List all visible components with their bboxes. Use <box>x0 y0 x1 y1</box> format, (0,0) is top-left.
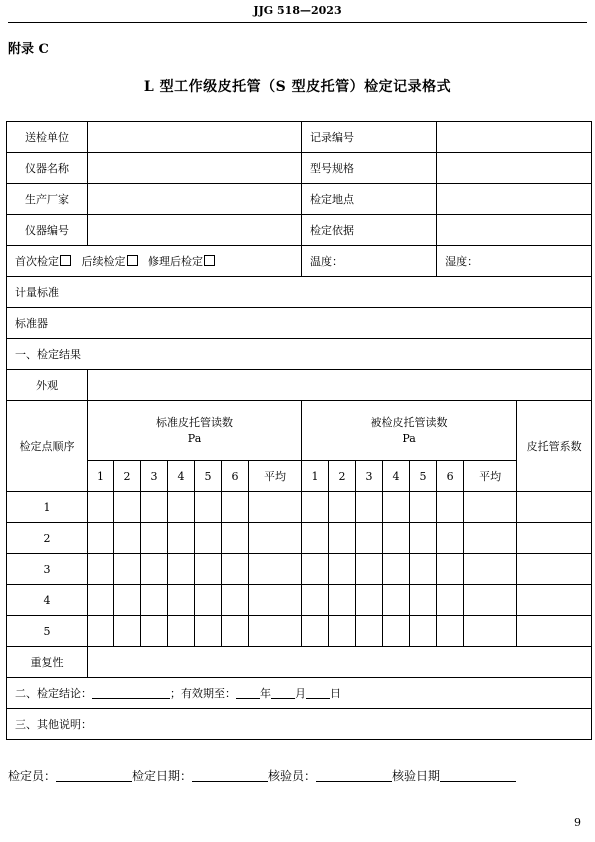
point-order-header: 检定点顺序 <box>7 401 88 492</box>
std-col-5: 5 <box>195 461 222 492</box>
reading-cell[interactable] <box>249 585 302 616</box>
std-col-2: 2 <box>114 461 141 492</box>
reading-cell[interactable] <box>195 492 222 523</box>
instrument-no-label: 仪器编号 <box>7 215 88 246</box>
point-number: 5 <box>7 616 88 647</box>
subsequent-verif-label: 后续检定 <box>81 255 126 268</box>
test-reading-unit: Pa <box>402 431 416 445</box>
conclusion-row <box>7 678 592 709</box>
reading-cell[interactable] <box>195 523 222 554</box>
check-date-label: 核验日期 <box>392 769 441 783</box>
coefficient-header: 皮托管系数 <box>517 401 592 492</box>
repeatability-row <box>7 647 592 678</box>
reading-cell[interactable] <box>302 585 329 616</box>
reading-cell[interactable] <box>356 492 383 523</box>
standard-device-row <box>7 308 592 339</box>
reading-cell[interactable] <box>195 616 222 647</box>
reading-cell[interactable] <box>517 523 592 554</box>
checker-field[interactable] <box>316 769 392 782</box>
after-repair-verif-label: 修理后检定 <box>148 255 203 268</box>
reading-cell[interactable] <box>141 554 168 585</box>
reading-cell[interactable] <box>141 616 168 647</box>
reading-cell[interactable] <box>114 554 141 585</box>
reading-cell[interactable] <box>88 585 114 616</box>
reading-cell[interactable] <box>141 523 168 554</box>
header-rule <box>8 22 587 23</box>
info-row-4 <box>7 215 592 246</box>
reading-cell[interactable] <box>195 585 222 616</box>
reading-cell[interactable] <box>168 616 195 647</box>
after-repair-verif-checkbox[interactable] <box>204 255 215 266</box>
reading-cell[interactable] <box>88 523 114 554</box>
reading-cell[interactable] <box>464 585 517 616</box>
reading-cell[interactable] <box>222 523 249 554</box>
reading-cell[interactable] <box>141 492 168 523</box>
reading-cell[interactable] <box>464 492 517 523</box>
test-reading-header <box>302 401 517 461</box>
std-col-1: 1 <box>88 461 114 492</box>
year-field[interactable] <box>236 687 260 699</box>
temperature-field[interactable]: 温度： <box>302 246 437 277</box>
record-no-label: 记录编号 <box>302 122 437 153</box>
reading-header-row <box>7 401 592 461</box>
valid-until-label: ；有效期至： <box>170 687 236 700</box>
month-field[interactable] <box>271 687 295 699</box>
std-reading-label: 标准皮托管读数 <box>156 415 234 429</box>
basis-field[interactable] <box>437 215 592 246</box>
other-row <box>7 709 592 740</box>
standard-device-field[interactable]: 标准器 <box>7 308 592 339</box>
repeatability-field[interactable] <box>88 647 592 678</box>
results-section-title: 一、检定结果 <box>7 339 592 370</box>
verification-type-row <box>7 246 592 277</box>
reading-cell[interactable] <box>356 554 383 585</box>
reading-cell[interactable] <box>329 523 356 554</box>
table-row <box>7 585 592 616</box>
reading-cell[interactable] <box>302 523 329 554</box>
reading-cell[interactable] <box>114 616 141 647</box>
reading-cell[interactable] <box>249 554 302 585</box>
subsequent-verif-checkbox[interactable] <box>127 255 138 266</box>
reading-cell[interactable] <box>410 554 437 585</box>
reading-cell[interactable] <box>410 492 437 523</box>
manufacturer-field[interactable] <box>88 184 302 215</box>
table-row <box>7 616 592 647</box>
reading-cell[interactable] <box>195 554 222 585</box>
verification-type-cell <box>7 246 302 277</box>
instrument-name-label: 仪器名称 <box>7 153 88 184</box>
appearance-row <box>7 370 592 401</box>
reading-cell[interactable] <box>249 523 302 554</box>
test-col-1: 1 <box>302 461 329 492</box>
point-number: 1 <box>7 492 88 523</box>
reading-cell[interactable] <box>464 554 517 585</box>
point-number: 3 <box>7 554 88 585</box>
verif-date-label: 检定日期： <box>132 769 193 783</box>
reading-cell[interactable] <box>517 554 592 585</box>
reading-cell[interactable] <box>222 492 249 523</box>
std-col-avg: 平均 <box>249 461 302 492</box>
record-no-field[interactable] <box>437 122 592 153</box>
reading-cell[interactable] <box>88 616 114 647</box>
send-unit-field[interactable] <box>88 122 302 153</box>
instrument-name-field[interactable] <box>88 153 302 184</box>
reading-cell[interactable] <box>222 616 249 647</box>
reading-cell[interactable] <box>249 492 302 523</box>
conclusion-cell <box>7 678 592 709</box>
reading-cell[interactable] <box>410 616 437 647</box>
table-row <box>7 554 592 585</box>
data-rows <box>7 492 592 647</box>
other-notes-field[interactable]: 三、其他说明： <box>7 709 592 740</box>
reading-cell[interactable] <box>383 585 410 616</box>
reading-cell[interactable] <box>88 492 114 523</box>
reading-cell[interactable] <box>437 616 464 647</box>
year-label: 年 <box>260 687 271 700</box>
reading-cell[interactable] <box>356 523 383 554</box>
location-field[interactable] <box>437 184 592 215</box>
info-row-3 <box>7 184 592 215</box>
reading-cell[interactable] <box>383 616 410 647</box>
std-col-4: 4 <box>168 461 195 492</box>
location-label: 检定地点 <box>302 184 437 215</box>
humidity-field[interactable]: 湿度： <box>437 246 592 277</box>
reading-cell[interactable] <box>437 523 464 554</box>
reading-number-row <box>7 461 592 492</box>
verifier-field[interactable] <box>56 769 132 782</box>
test-col-2: 2 <box>329 461 356 492</box>
page-number: 9 <box>574 816 581 829</box>
appearance-label: 外观 <box>7 370 88 401</box>
reading-cell[interactable] <box>464 523 517 554</box>
reading-cell[interactable] <box>437 585 464 616</box>
std-col-3: 3 <box>141 461 168 492</box>
reading-cell[interactable] <box>168 554 195 585</box>
test-col-6: 6 <box>437 461 464 492</box>
reading-cell[interactable] <box>437 492 464 523</box>
std-reading-header <box>88 401 302 461</box>
test-reading-label: 被检皮托管读数 <box>370 415 448 429</box>
metrology-standard-field[interactable]: 计量标准 <box>7 277 592 308</box>
verifier-label: 检定员： <box>8 769 57 783</box>
reading-cell[interactable] <box>114 523 141 554</box>
reading-cell[interactable] <box>464 616 517 647</box>
reading-cell[interactable] <box>329 554 356 585</box>
reading-cell[interactable] <box>168 585 195 616</box>
test-col-5: 5 <box>410 461 437 492</box>
conclusion-field[interactable] <box>92 687 170 699</box>
reading-cell[interactable] <box>410 523 437 554</box>
reading-cell[interactable] <box>168 492 195 523</box>
form-title: L 型工作级皮托管（S 型皮托管）检定记录格式 <box>143 79 452 95</box>
std-col-6: 6 <box>222 461 249 492</box>
reading-cell[interactable] <box>302 492 329 523</box>
model-label: 型号规格 <box>302 153 437 184</box>
test-col-avg: 平均 <box>464 461 517 492</box>
reading-cell[interactable] <box>222 585 249 616</box>
metrology-standard-row <box>7 277 592 308</box>
conclusion-label: 二、检定结论： <box>15 687 92 700</box>
reading-cell[interactable] <box>329 492 356 523</box>
table-row <box>7 523 592 554</box>
reading-cell[interactable] <box>302 554 329 585</box>
month-label: 月 <box>295 687 306 700</box>
reading-cell[interactable] <box>329 585 356 616</box>
check-date-field[interactable] <box>440 769 516 782</box>
model-field[interactable] <box>437 153 592 184</box>
reading-cell[interactable] <box>410 585 437 616</box>
day-field[interactable] <box>306 687 330 699</box>
basis-label: 检定依据 <box>302 215 437 246</box>
reading-cell[interactable] <box>517 492 592 523</box>
table-row <box>7 492 592 523</box>
reading-cell[interactable] <box>356 585 383 616</box>
reading-cell[interactable] <box>383 554 410 585</box>
checker-label: 核验员： <box>268 769 317 783</box>
reading-cell[interactable] <box>249 616 302 647</box>
repeatability-label: 重复性 <box>7 647 88 678</box>
standard-code-header: JJG 518—2023 <box>253 4 342 17</box>
reading-cell[interactable] <box>437 554 464 585</box>
reading-cell[interactable] <box>517 616 592 647</box>
first-verif-checkbox[interactable] <box>60 255 71 266</box>
verification-record-table <box>6 121 592 740</box>
appendix-label: 附录 C <box>8 42 49 57</box>
appearance-field[interactable] <box>88 370 592 401</box>
reading-cell[interactable] <box>168 523 195 554</box>
reading-cell[interactable] <box>88 554 114 585</box>
reading-cell[interactable] <box>329 616 356 647</box>
reading-cell[interactable] <box>114 492 141 523</box>
manufacturer-label: 生产厂家 <box>7 184 88 215</box>
reading-cell[interactable] <box>222 554 249 585</box>
info-row-1 <box>7 122 592 153</box>
test-col-4: 4 <box>383 461 410 492</box>
reading-cell[interactable] <box>356 616 383 647</box>
instrument-no-field[interactable] <box>88 215 302 246</box>
results-section-row <box>7 339 592 370</box>
reading-cell[interactable] <box>383 523 410 554</box>
reading-cell[interactable] <box>383 492 410 523</box>
point-number: 4 <box>7 585 88 616</box>
std-reading-unit: Pa <box>187 431 202 445</box>
first-verif-label: 首次检定 <box>15 255 59 268</box>
reading-cell[interactable] <box>302 616 329 647</box>
verif-date-field[interactable] <box>192 769 268 782</box>
point-number: 2 <box>7 523 88 554</box>
test-col-3: 3 <box>356 461 383 492</box>
signature-line <box>8 767 516 784</box>
reading-cell[interactable] <box>114 585 141 616</box>
info-row-2 <box>7 153 592 184</box>
day-label: 日 <box>330 687 341 700</box>
reading-cell[interactable] <box>141 585 168 616</box>
send-unit-label: 送检单位 <box>7 122 88 153</box>
reading-cell[interactable] <box>517 585 592 616</box>
